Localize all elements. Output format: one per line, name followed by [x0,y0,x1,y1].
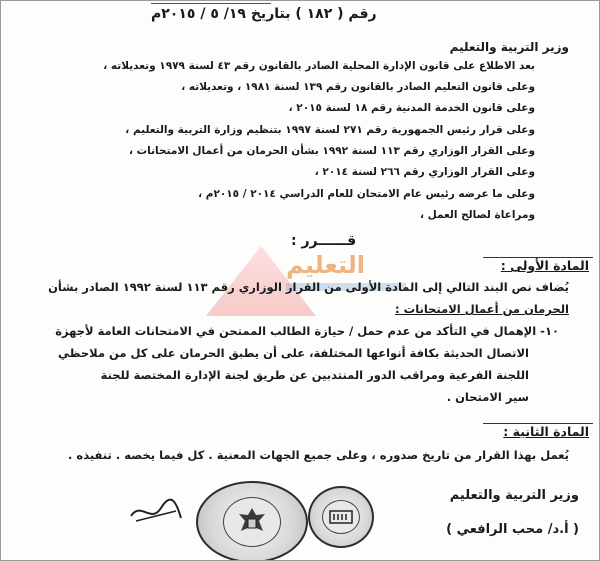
article-one-line: اللجنة الفرعية ومراقب الدور المنتدبين عن طريق لجنة الإدارة المختصة للجنة [100,368,529,382]
eagle-emblem-icon [235,505,269,539]
preamble-line: ومراعاة لصالح العمل ، [419,209,535,221]
decree-word: قــــــرر : [291,233,357,249]
article-one-line: الحرمان من أعمال الامتحانات : [395,302,569,316]
article-two-text: يُعمل بهذا القرار من تاريخ صدوره ، وعلى جميع الجهات المعنية . كل فيما يخصه . تنفيذه . [68,448,569,462]
handwritten-signature [126,496,186,526]
watermark-text: التعليم [286,251,365,279]
preamble-line: وعلى قانون الخدمة المدنية رقم ١٨ لسنة ٢٠١٥ ، [288,102,535,114]
article-one-line: يُضاف نص البند التالي إلى المادة الأولى من القرار الوزاري رقم ١١٣ لسنة ١٩٩٢ الصادر بشأن [48,280,569,294]
stamp-emblem-icon [328,508,354,526]
addressee-heading: وزير التربية والتعليم [449,40,569,54]
article-one-line: ١٠- الإهمال في التأكد من عدم حمل / حيازة الطالب الممتحن في الامتحانات العامة لأجهزة [55,324,559,338]
preamble-line: وعلى قرار رئيس الجمهورية رقم ٢٧١ لسنة ١٩٩٧ بتنظيم وزارة التربية والتعليم ، [125,124,535,136]
article-two-heading: المادة الثانية : [503,424,589,439]
ministry-seal [196,481,308,561]
preamble-line: وعلى القرار الوزاري رقم ١١٣ لسنة ١٩٩٢ بشأن الحرمان من أعمال الامتحانات ، [128,145,535,157]
article-one-heading: المادة الأولى : [500,258,589,273]
preamble-line: وعلى ما عرضه رئيس عام الامتحان للعام الدراسي ٢٠١٤ / ٢٠١٥م ، [198,188,535,200]
signature-title: وزير التربية والتعليم [449,488,579,503]
stamp-seal [308,486,374,548]
decree-document [1,1,599,560]
preamble-line: بعد الاطلاع على قانون الإدارة المحلية الصادر بالقانون رقم ٤٣ لسنة ١٩٧٩ وتعديلاته ، [103,60,535,72]
signature-name: ( أ.د/ محب الرافعي ) [446,522,579,537]
header-rule [151,3,271,4]
article-one-line: سير الامتحان . [446,390,529,404]
preamble-line: وعلى قانون التعليم الصادر بالقانون رقم ١٣٩ لسنة ١٩٨١ ، وتعديلاته ، [181,81,535,93]
decree-reference: رقم ( ١٨٢ ) بتاريخ ١٩/ ٥ / ٢٠١٥م [151,6,377,22]
preamble-line: وعلى القرار الوزاري رقم ٢٦٦ لسنة ٢٠١٤ ، [314,166,535,178]
article-one-line: الاتصال الحديثة بكافة أنواعها المختلفة، على أن يطبق الحرمان على كل من ملاحظي [57,346,529,360]
